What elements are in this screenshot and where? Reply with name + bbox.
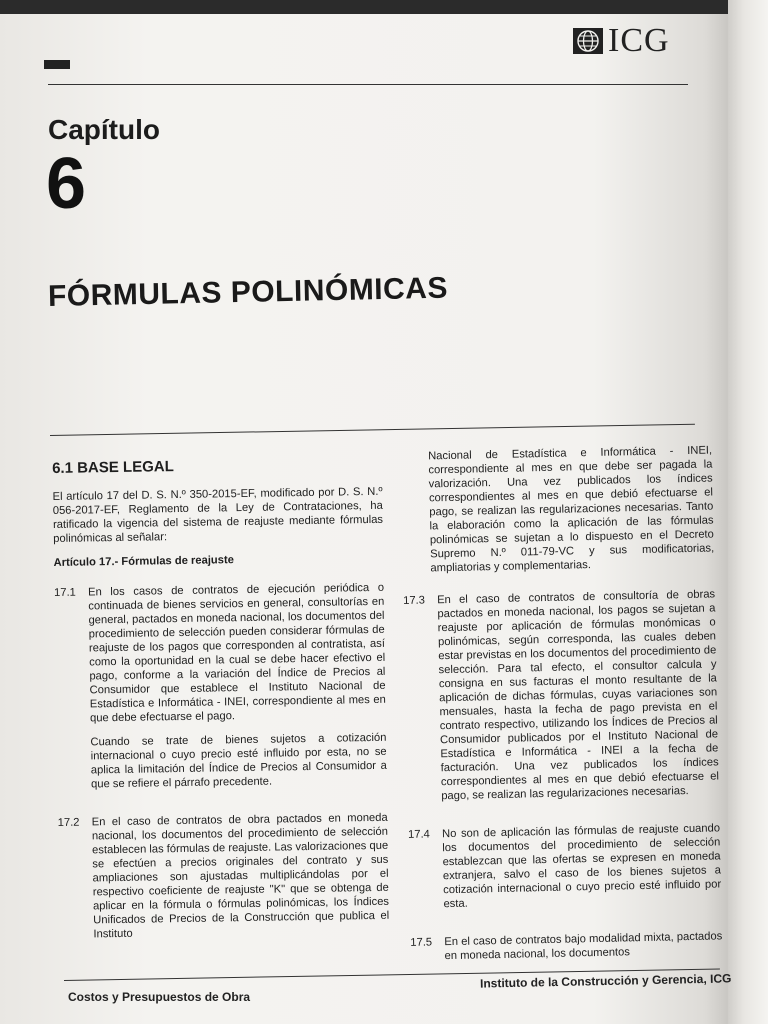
footer-book-title: Costos y Presupuestos de Obra <box>68 990 251 1004</box>
footer-publisher: Instituto de la Construcción y Gerencia, ICG <box>479 971 732 991</box>
icg-logo <box>572 22 670 60</box>
article-title: Artículo 17.- Fórmulas de reajuste <box>53 554 234 569</box>
left-column <box>52 455 390 966</box>
item-text: En el caso de contratos de consultoría de obras pactados en moneda nacional, los pagos se sujetan a reajuste por aplicación de fórmulas monómicas o polinómicas, según corresponda, las cuales deben estar previstas en los documentos del procedimiento de selección. Para tal efecto, el consultor calcula y consigna en sus facturas el monto resultante de la aplicación de dichas fórmulas, cuyas variaciones son mensuales, hasta la fecha de pago prevista en el contrato respectivo, utilizando los Índices de Precios al Consumidor publicados por el Instituto Nacional de Estadística e Informática - INEI a la fecha de facturación. Una vez publicados los índices correspondientes al mes en que debió efectuarse el pago, se realizan las regularizaciones necesarias. <box>437 588 720 803</box>
item-text: En el caso de contratos bajo modalidad mixta, pactados en moneda nacional, los documentos <box>444 930 723 963</box>
item-number: 17.4 <box>407 828 430 841</box>
logo-text: ICG <box>608 22 670 59</box>
item-text-2: Cuando se trate de bienes sujetos a cotización internacional o cuyo precio esté influido por esta, no se aplica la limitación del Índice de Precios al Consumidor a que se refiere el párrafo precedente. <box>90 731 387 791</box>
globe-icon <box>572 27 604 55</box>
section-title: 6.1 BASE LEGAL <box>52 458 174 477</box>
item-text: En los casos de contratos de ejecución periódica o continuada de bienes servicios en general, consultorías en general, pactados en moneda nacional, los documentos del procedimiento de selección pueden considerar fórmulas de reajuste de los pagos que corresponden al contratista, así como la oportunidad en la cual se debe hacer efectivo el pago, conforme a la variación del Índice de Precios al Consumidor que establece el Instituto Nacional de Estadística e Informática - INEI, correspondiente al mes en que debe efectuarse el pago. <box>87 581 386 725</box>
chapter-label: Capítulo <box>48 114 160 145</box>
list-item <box>403 587 720 813</box>
list-item <box>58 811 390 952</box>
list-item <box>410 929 723 974</box>
item-number: 17.2 <box>57 816 80 829</box>
item-number: 17.1 <box>53 586 76 599</box>
list-item <box>54 581 387 802</box>
item-text: No son de aplicación las fórmulas de reajuste cuando los documentos del procedimiento de selección establezcan que las ofertas se expresen en moneda extranjera, salvo el caso de los bienes sujetos a cotización internacional o cuyo precio esté influido por esta. <box>441 822 722 911</box>
chapter-number: 6 <box>46 144 87 224</box>
right-column <box>400 443 723 987</box>
header-mark <box>44 60 70 69</box>
item-number: 17.3 <box>403 594 426 607</box>
item-number: 17.5 <box>410 936 433 949</box>
continuation-paragraph: Nacional de Estadística e Informática - INEI, correspondiente al mes en que debe ser pagada la valorización. Una vez publicados los índices correspondientes al mes en que debió efectuarse el pago, se realizan las regularizaciones necesarias. Tanto la elaboración como la aplicación de las fórmulas polinómicas se sujetan a lo dispuesto en el Decreto Supremo N.º 011-79-VC y sus modificatorias, ampliatorias y complementarias. <box>428 444 715 575</box>
intro-paragraph: El artículo 17 del D. S. N.º 350-2015-EF, modificado por D. S. N.º 056-2017-EF, Reglamento de la Ley de Contrataciones, ha ratificado la vigencia del sistema de reajuste mediante fórmulas polinómicas al señalar: <box>52 485 384 545</box>
top-rule <box>48 84 688 85</box>
chapter-title: FÓRMULAS POLINÓMICAS <box>47 271 449 313</box>
list-item <box>408 821 722 922</box>
item-text: En el caso de contratos de obra pactados en moneda nacional, los documentos del procedimiento de selección establecen las fórmulas de reajuste. Las valorizaciones que se efectúen a precios originales del contrato y sus ampliaciones son ajustadas multiplicándolas por el respectivo coeficiente de reajuste "K" que se obtenga de aplicar en la fórmula o fórmulas polinómicas, los Índices Unificados de Precios de la Construcción que publica el Instituto <box>91 811 390 941</box>
page-fold-edge <box>728 0 768 1024</box>
